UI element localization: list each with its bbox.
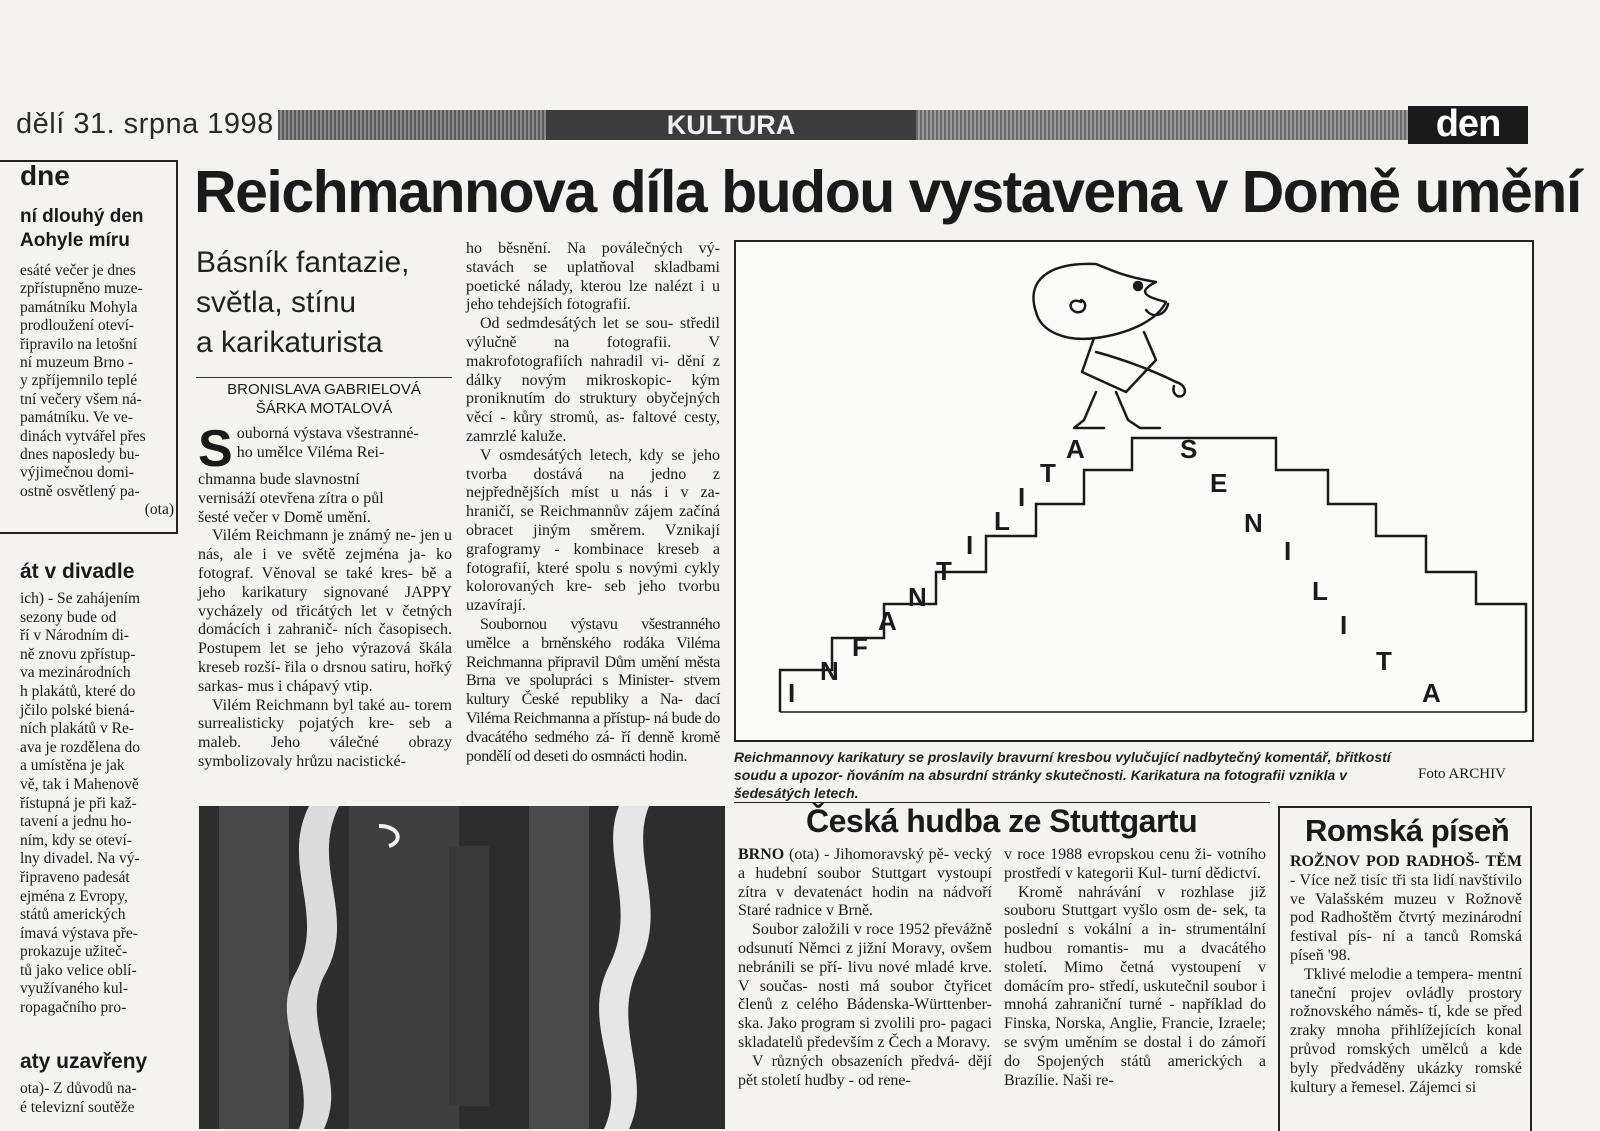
stair-letter: I	[1340, 610, 1348, 640]
paragraph: Vilém Reichmann je známý ne- jen u nás, ale i ve světě zejména ja- ko fotograf. Věnoval se také kres- bě a jeho karikatury signované JAPPY vycházely od třicátých let v četných domácích i zahranič- ních časopisech. Postupem let se jeho výrazová škála kreseb rozší- řila o drsnou satiru, hořký sarkas- mus i chápavý vtip.	[198, 527, 452, 695]
text-line: ních plakátů v Re-	[20, 720, 135, 738]
paragraph: Tklivé melodie a tempera- mentní taneční projev ovládly prostory rožnovského náměs- tí, kde se před zraky mnoha přihlížejících konal průvod romských umělců a kde byly předváděny ukázky romské kultury a řemesel. Zájemci si	[1290, 965, 1522, 1096]
news-box-2-text	[20, 590, 174, 1018]
byline	[196, 380, 452, 418]
text-line: a umístěna je jak	[20, 757, 125, 775]
text-line: ho umělce Viléma Rei-	[236, 443, 385, 461]
dateline: ROŽNOV POD RADHOŠ- TĚM	[1290, 853, 1522, 870]
cartoon-illustration	[734, 240, 1534, 742]
stair-letter: T	[1040, 458, 1056, 488]
text-line: chmanna bude slavnostní	[198, 471, 360, 488]
text-line: ava je rozdělena do	[20, 738, 141, 756]
paragraph: v roce 1988 evropskou cenu ži- votního prostředí v kategorii Kul- turní dědictví.	[1004, 846, 1266, 882]
photo-image	[199, 806, 725, 1129]
paragraph: Kromě nahrávání v rozhlase již souboru Stuttgart vyšlo osm de- sek, ta poslední s vokální a in- strumentální hudbou romantis- mu a dvacátého století. Mimo četná vystoupení v domácím pro- středí, uskutečnil soubor i mnohá zahraniční turné - například do Finska, Norska, Anglie, Francie, Izraele; se svým uměním se dostal i do zámoří do Spojených států amerických a Brazílie. Naši re-	[1004, 883, 1266, 1089]
text-line: sezony bude od	[20, 608, 117, 626]
romska-text	[1290, 853, 1522, 1097]
article-column-2	[466, 240, 720, 766]
subtitle-line: Básník fantazie,	[196, 246, 410, 279]
drop-cap: S	[198, 420, 233, 478]
news-box-2-title: át v divadle	[20, 560, 135, 583]
text-line: ota)- Z důvodů na-	[20, 1080, 137, 1097]
paragraph: Od sedmdesátých let se sou- středil výlučně na fotografii. V makrofotografiích nahradil vi- dění z dálky novým mikroskopic- kým proniknutím do struktury obyčejných věcí - kůry stromů, as- faltové cesty, zamrzlé kaluže.	[466, 315, 720, 445]
photo-credit: Foto ARCHIV	[1418, 766, 1506, 782]
text-line: zpřístupněno muze-	[20, 280, 143, 298]
text-line: řístupná je při kaž-	[20, 794, 137, 812]
brand-logo: den	[1408, 106, 1528, 144]
text-line: využívaného kul-	[20, 980, 129, 998]
text-line: ní muzeum Brno -	[20, 354, 134, 372]
section-label: KULTURA	[546, 110, 916, 140]
stair-letter: T	[936, 556, 952, 586]
stair-letter: E	[1210, 468, 1228, 498]
subtitle-line: Aohyle míru	[20, 230, 130, 251]
text-line: řipravilo na letošní	[20, 335, 138, 353]
text-line: států amerických	[20, 906, 126, 924]
text-line: ejména z Evropy,	[20, 887, 128, 905]
paragraph	[1290, 853, 1522, 966]
text-line: é televizní soutěže	[20, 1098, 135, 1116]
text-line: tní večery všem ná-	[20, 390, 142, 408]
text-line: tů jako velice oblí-	[20, 961, 137, 979]
header-rule	[278, 110, 546, 140]
stair-letter: N	[1244, 508, 1263, 538]
news-box-1-subtitle	[20, 205, 180, 253]
article-photo	[199, 806, 725, 1129]
author-name: ŠÁRKA MOTALOVÁ	[255, 400, 393, 417]
text-line: (ota)	[144, 501, 174, 519]
news-box-1-text	[20, 262, 174, 520]
article-headline: Reichmannova díla budou vystavena v Domě umění	[194, 159, 1581, 225]
subtitle-line: světla, stínu	[196, 286, 357, 319]
stair-letter: I	[1018, 482, 1026, 512]
paragraph-text: (ota) - Jihomoravský pě- vecký a hudební soubor Stuttgart vystoupí zítra v devatenáct hodin na nádvoří Staré radnice v Brně.	[738, 846, 992, 920]
stair-letter: L	[994, 506, 1010, 536]
stair-letter: I	[966, 530, 974, 560]
stair-letter: N	[908, 582, 927, 612]
news-box-3-title: aty uzavřeny	[20, 1050, 148, 1073]
text-line: ří v Národním di-	[20, 627, 129, 645]
stair-letter: L	[1312, 576, 1328, 606]
text-line: vě, tak i Mahenově	[20, 775, 139, 793]
staircase-outline	[780, 438, 1526, 712]
news-box-3-text	[20, 1080, 174, 1117]
stair-letter: A	[1422, 678, 1441, 708]
text-line: památníku Mohyla	[20, 298, 138, 316]
stair-letter: S	[1180, 434, 1198, 464]
text-line: y zpříjemnilo teplé	[20, 372, 138, 390]
stair-letter: A	[878, 606, 897, 636]
paragraph: Soubor založili v roce 1952 převážně odsunutí Němci z jižní Moravy, ovšem nebránili se pří- livu nové mladé krve. V součas- nosti má soubor čtyřicet členů z celého Bádenska-Württenber- ska. Jako program si zvolili pro- pagaci skladatelů především z Čech a Moravy.	[738, 921, 992, 1051]
text-line: prodloužení oteví-	[20, 317, 135, 335]
stair-letter: A	[1066, 434, 1085, 464]
text-line: va mezinárodních	[20, 664, 131, 682]
walking-figure	[1034, 264, 1185, 428]
text-line: prokazuje užiteč-	[20, 943, 128, 961]
text-line: památníku. Ve ve-	[20, 409, 133, 427]
text-line: dnes naposledy bu-	[20, 446, 140, 464]
paragraph: Soubornou výstavu všestranného umělce a brněnského rodáka Viléma Reichmanna připravil Dům umění města Brna ve spolupráci s Minister- stvem kultury České republiky a Na- dací Viléma Reichmanna a přístup- ná bude do dvacátého sedmého zá- ří denně kromě pondělí od deseti do osmnácti hodin.	[466, 615, 720, 765]
dateline: BRNO	[738, 846, 785, 863]
news-box-1-title: dne	[20, 160, 70, 191]
article-subtitle	[196, 243, 458, 363]
paragraph: V různých obsazeních předvá- dějí pět století hudby - od rene-	[738, 1052, 992, 1089]
text-line: esáté večer je dnes	[20, 262, 136, 279]
text-line: ně znovu zpřístup-	[20, 645, 136, 663]
music-column-1	[738, 846, 992, 1090]
paragraph: ho běsnění. Na poválečných vý- stavách se uplatňoval skladbami poetické nálady, kterou lze nalézt i u jeho tehdejších fotografií.	[466, 240, 720, 314]
paragraph: Vilém Reichmann byl také au- torem surrealisticky pojatých kre- seb a maleb. Jeho válečné obrazy symbolizovaly hrůzu nacistické-	[198, 696, 452, 770]
header-rule	[916, 110, 1408, 140]
text-line: šesté večer v Domě umění.	[198, 508, 371, 526]
stair-letter: I	[788, 678, 796, 708]
subtitle-line: ní dlouhý den	[20, 206, 144, 227]
subtitle-line: a karikaturista	[196, 326, 383, 359]
article-column-1	[198, 420, 452, 772]
text-line: řipraveno padesát	[20, 868, 130, 886]
header-date: dělí 31. srpna 1998	[16, 108, 274, 140]
text-line: lny divadel. Na vý-	[20, 850, 140, 868]
text-line: ich) - Se zahájením	[20, 590, 141, 607]
byline-rule	[196, 377, 452, 378]
text-line: výjimečnou domi-	[20, 464, 135, 482]
text-line: ním, kdy se oteví-	[20, 831, 132, 849]
romska-headline: Romská píseň	[1305, 813, 1510, 848]
music-column-2	[1004, 846, 1266, 1090]
text-line: ropagačního pro-	[20, 999, 127, 1017]
music-headline: Česká hudba ze Stuttgartu	[806, 803, 1198, 839]
cartoon-drawing	[736, 242, 1532, 740]
text-line: ímavá výstava pře-	[20, 924, 138, 942]
paragraph-text: - Více než tisíc tři sta lidí navštívilo ve Valašském muzeu v Rožnově pod Radhoštěm čtvrtý mezinárodní festival pís- ní a tanců Romská píseň '98.	[1290, 871, 1522, 964]
text-line: h plakátů, které do	[20, 682, 136, 700]
stair-letter: T	[1376, 646, 1392, 676]
paragraph: V osmdesátých letech, kdy se jeho tvorba dostává na jedno z nejpřednějších míst u nás i v za- hraničí, se Reichmannův zájem začíná obracet jiným směrem. Vznikají grafogramy - kombinace kreseb a fotografií, které spolu s novými cykly kolorovaných kre- seb jeho tvorbu uzavírají.	[466, 446, 720, 615]
text-line: ostně osvětlený pa-	[20, 482, 140, 500]
stair-letter: I	[1284, 536, 1292, 566]
photo-caption: Reichmannovy karikatury se proslavily bravurní kresbou vylučující nadbytečný komentář, břitkostí soudu a upozor- ňováním na absurdní stránky skutečnosti. Karikatura na fotografii vznikla v šedesátých letech.	[734, 749, 1391, 801]
text-line: dinách vytvářel přes	[20, 427, 146, 445]
text-line: tavení a jednu ho-	[20, 813, 132, 831]
author-name: BRONISLAVA GABRIELOVÁ	[227, 381, 421, 398]
text-line: jčilo polské biená-	[20, 701, 135, 719]
stair-letter: F	[852, 632, 868, 662]
text-line: vernisáží otevřena zítra o půl	[198, 489, 384, 507]
paragraph	[738, 846, 992, 921]
text-line: ouborná výstava všestranné-	[236, 425, 419, 442]
stair-letter: N	[820, 656, 839, 686]
